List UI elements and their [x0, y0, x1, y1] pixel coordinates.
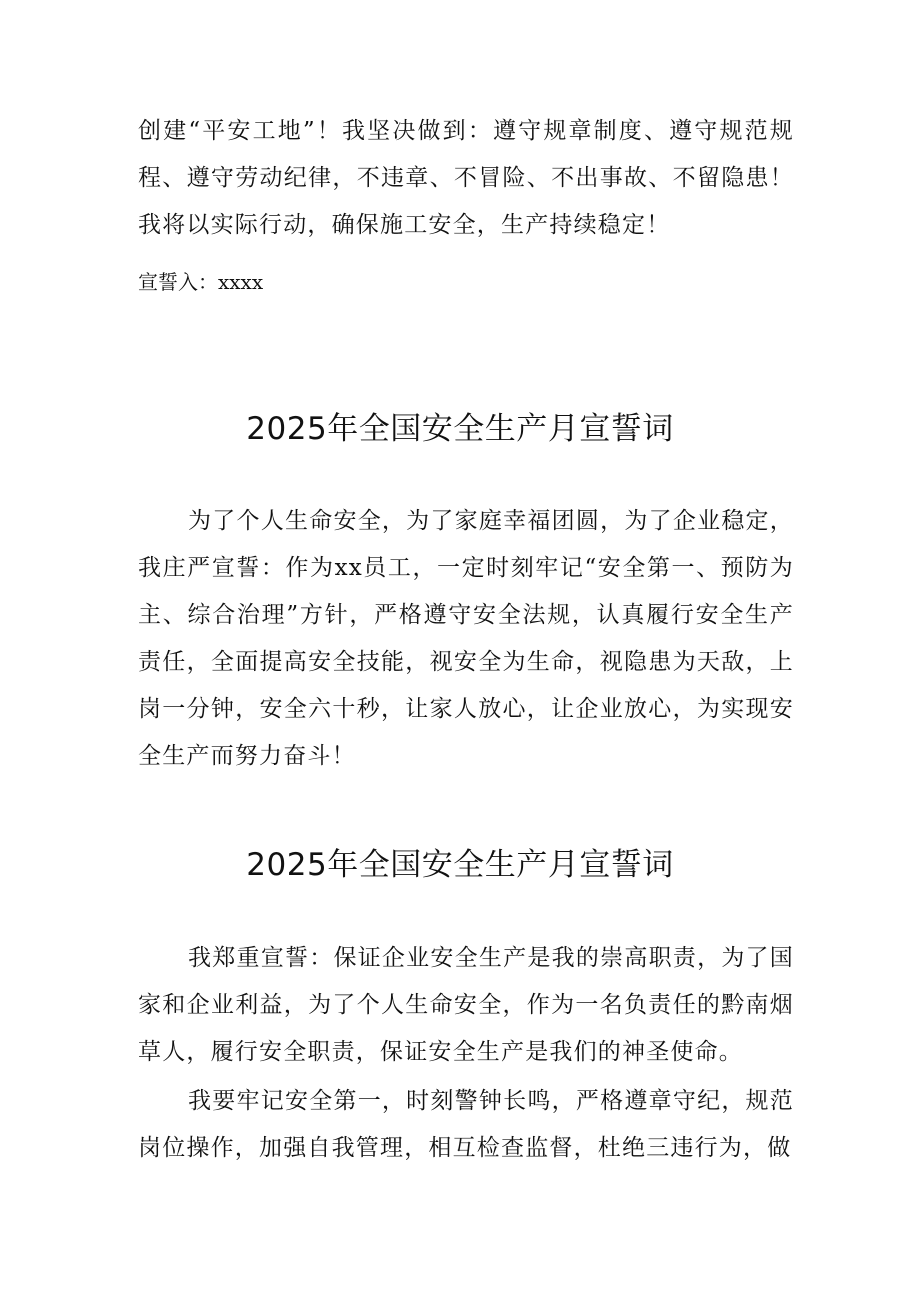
- oath-continuation-paragraph: 创建“平安工地”！我坚决做到：遵守规章制度、遵守规范规程、遵守劳动纪律，不违章、不冒险、不出事故、不留隐患！我将以实际行动，确保施工安全，生产持续稳定！: [138, 118, 794, 238]
- section-1-paragraph: 为了个人生命安全，为了家庭幸福团圆，为了企业稳定，我庄严宣誓：作为xx员工，一定时刻牢记“安全第一、预防为主、综合治理”方针，严格遵守安全法规，认真履行安全生产责任，全面提高安全技能，视安全为生命，视隐患为天敌，上岗一分钟，安全六十秒，让家人放心，让企业放心，为实现安全生产而努力奋斗！: [138, 508, 794, 769]
- section-1-title: 2025年全国安全生产月宣誓词: [246, 411, 674, 447]
- section-2-paragraph-1: 我郑重宣誓：保证企业安全生产是我的崇高职责，为了国家和企业利益，为了个人生命安全，作为一名负责任的黔南烟草人，履行安全职责，保证安全生产是我们的神圣使命。: [138, 945, 794, 1065]
- section-2-paragraph-2: 我要牢记安全第一，时刻警钟长鸣，严格遵章守纪，规范岗位操作，加强自我管理，相互检查监督，杜绝三违行为，做: [138, 1088, 794, 1161]
- section-2-title: 2025年全国安全生产月宣誓词: [246, 847, 674, 883]
- oath-signature-line: 宣誓入：xxxx: [138, 270, 264, 294]
